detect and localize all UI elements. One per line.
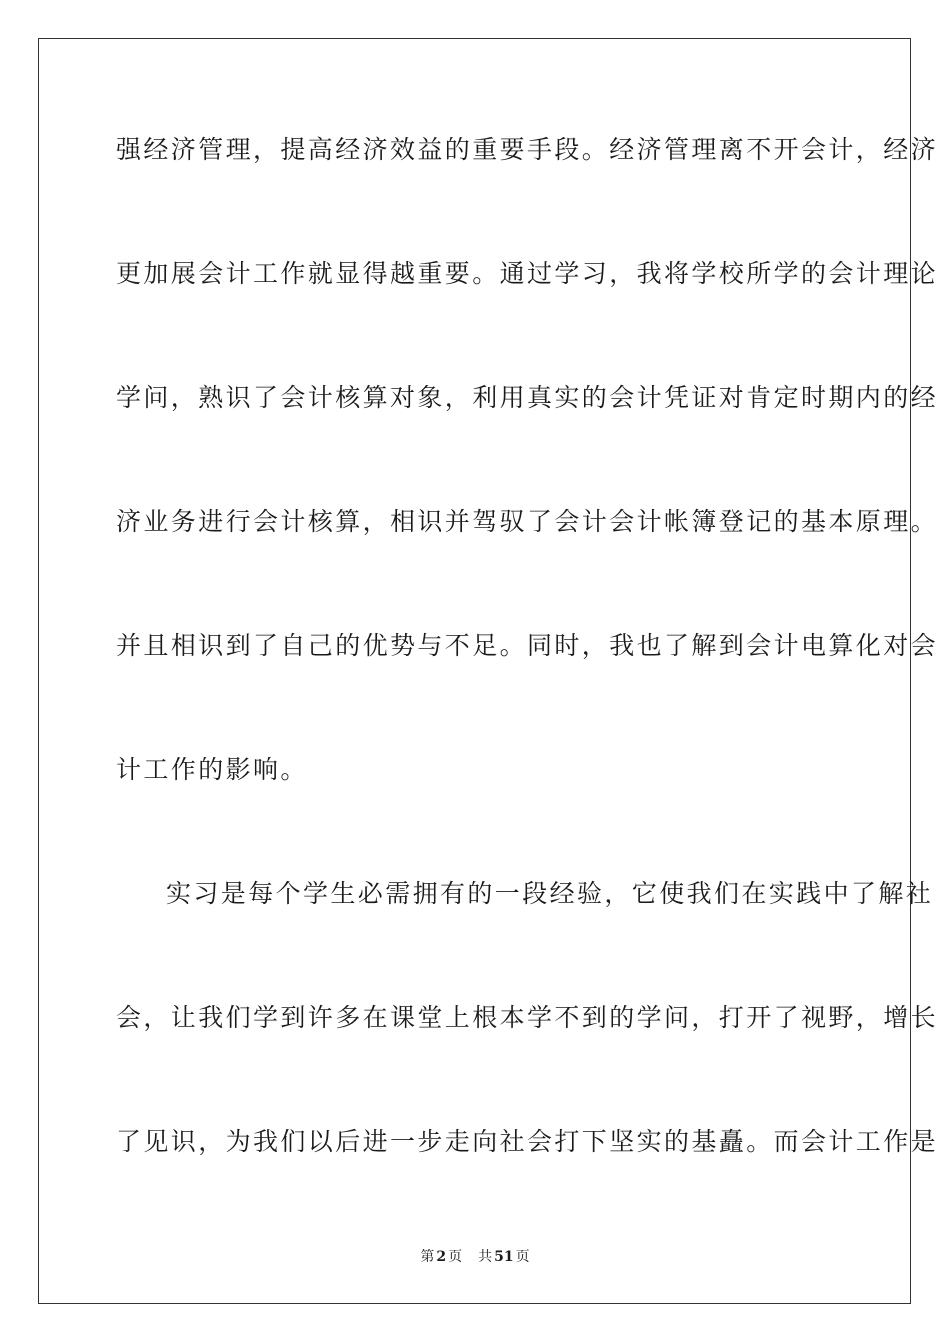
- paragraph-line: 济业务进行会计核算，相识并驾驭了会计会计帐簿登记的基本原理。: [116, 507, 939, 536]
- page-footer: [0, 1248, 950, 1266]
- paragraph-line: 学问，熟识了会计核算对象，利用真实的会计凭证对肯定时期内的经: [116, 383, 939, 412]
- paragraph-line: 实习是每个学生必需拥有的一段经验，它使我们在实践中了解社: [166, 879, 934, 908]
- paragraph-line: 更加展会计工作就显得越重要。通过学习，我将学校所学的会计理论: [116, 259, 939, 288]
- paragraph-line: 强经济管理，提高经济效益的重要手段。经济管理离不开会计，经济: [116, 135, 939, 164]
- total-suffix: 页: [515, 1249, 530, 1265]
- page-prefix: 第: [420, 1249, 435, 1265]
- paragraph-line: 计工作的影响。: [116, 755, 308, 784]
- page-suffix: 页: [448, 1249, 463, 1265]
- paragraph-line: 会，让我们学到许多在课堂上根本学不到的学问，打开了视野，增长: [116, 1003, 939, 1032]
- paragraph-line: 并且相识到了自己的优势与不足。同时，我也了解到会计电算化对会: [116, 631, 939, 660]
- paragraph-line: 了见识，为我们以后进一步走向社会打下坚实的基矗。而会计工作是: [116, 1127, 939, 1156]
- total-pages: 51: [494, 1249, 514, 1265]
- page-number: 2: [436, 1249, 447, 1265]
- total-prefix: 共: [478, 1249, 493, 1265]
- page-border: [38, 38, 939, 1304]
